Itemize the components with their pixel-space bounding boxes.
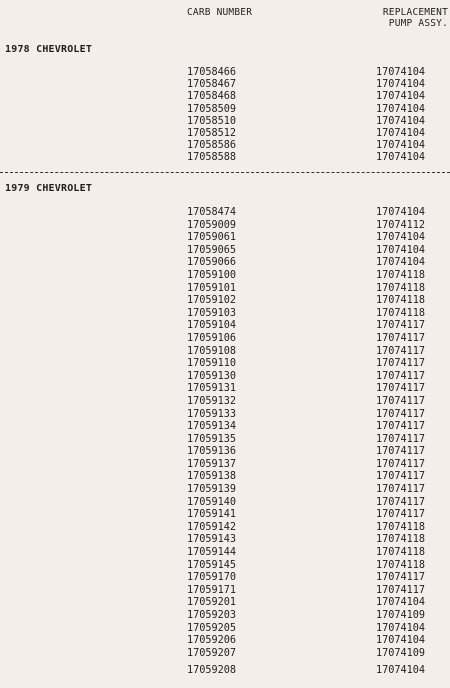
carb-number-cell: 17059131 [187,383,237,395]
table-row [0,116,450,128]
table-row [0,421,450,434]
carb-number-cell: 17059101 [187,282,237,294]
replacement-pump-cell: 17074109 [376,610,426,621]
table-row [0,560,450,573]
replacement-pump-cell: 17074117 [376,320,426,332]
carb-number-cell: 17059201 [187,597,237,609]
table-row [0,610,450,623]
replacement-pump-cell: 17074117 [376,370,426,382]
carb-number-cell: 17059144 [187,547,237,559]
carb-number-cell: 17059065 [187,244,237,256]
carb-number-cell: 17058509 [187,103,237,115]
carb-number-cell: 17058474 [187,207,237,218]
carb-number-cell: 17059102 [187,295,237,307]
replacement-pump-header-line1: REPLACEMENT [382,7,448,18]
replacement-pump-cell: 17074117 [376,471,426,483]
carb-number-cell: 17059207 [187,647,237,659]
replacement-pump-cell: 17074104 [376,115,426,127]
replacement-pump-cell: 17074117 [376,458,426,470]
carb-number-cell: 17059137 [187,458,237,470]
table-row [0,245,450,258]
table-row [0,471,450,484]
carb-number-cell: 17059133 [187,408,237,420]
table-row [0,665,450,678]
replacement-pump-cell: 17074104 [376,665,426,677]
replacement-pump-cell: 17074104 [376,140,426,152]
carb-number-cell: 17058467 [187,79,237,91]
replacement-pump-cell: 17074104 [376,67,426,78]
table-row [0,446,450,459]
replacement-pump-cell: 17074104 [376,207,426,218]
carb-number-cell: 17059108 [187,345,237,357]
table-row [0,346,450,359]
table-row [0,434,450,447]
table-row [0,295,450,308]
carb-number-cell: 17058586 [187,140,237,152]
replacement-pump-cell: 17074109 [376,647,426,659]
carb-number-cell: 17059103 [187,307,237,319]
rows-1979 [0,207,450,678]
replacement-pump-cell: 17074104 [376,79,426,91]
carb-number-cell: 17059061 [187,232,237,244]
carb-number-cell: 17058466 [187,67,237,78]
carb-number-cell: 17059135 [187,433,237,445]
replacement-pump-cell: 17074117 [376,408,426,420]
replacement-pump-cell: 17074104 [376,91,426,103]
table-row [0,623,450,636]
section-title-1978: 1978 CHEVROLET [5,44,93,55]
replacement-pump-cell: 17074104 [376,597,426,609]
carb-number-cell: 17059136 [187,446,237,458]
replacement-pump-cell: 17074118 [376,534,426,546]
carb-number-cell: 17059104 [187,320,237,332]
table-row [0,257,450,270]
replacement-pump-cell: 17074112 [376,219,426,231]
carb-number-cell: 17059139 [187,484,237,496]
replacement-pump-cell: 17074118 [376,559,426,571]
carb-number-cell: 17059208 [187,665,237,677]
carb-number-cell: 17059141 [187,509,237,521]
carb-number-cell: 17059170 [187,572,237,584]
table-row [0,283,450,296]
carb-number-cell: 17058512 [187,127,237,139]
replacement-pump-cell: 17074117 [376,484,426,496]
carb-number-cell: 17059130 [187,370,237,382]
rows-1978 [0,67,450,165]
table-row [0,522,450,535]
carb-number-cell: 17059142 [187,521,237,533]
replacement-pump-cell: 17074118 [376,282,426,294]
table-row [0,67,450,79]
replacement-pump-cell: 17074117 [376,395,426,407]
replacement-pump-cell: 17074117 [376,358,426,370]
table-row [0,648,450,661]
table-row [0,509,450,522]
table-row [0,396,450,409]
table-row [0,104,450,116]
carb-number-cell: 17059132 [187,395,237,407]
carb-number-cell: 17058588 [187,152,237,164]
carb-number-cell: 17059110 [187,358,237,370]
table-row [0,358,450,371]
table-row [0,91,450,103]
carb-number-cell: 17059134 [187,421,237,433]
carb-number-cell: 17058468 [187,91,237,103]
replacement-pump-cell: 17074117 [376,433,426,445]
table-row [0,547,450,560]
section-title-1979: 1979 CHEVROLET [5,183,93,194]
replacement-pump-header-line2: PUMP ASSY. [388,18,448,29]
table-row [0,585,450,598]
table-row [0,128,450,140]
table-row [0,333,450,346]
carb-number-cell: 17059205 [187,622,237,634]
replacement-pump-cell: 17074118 [376,521,426,533]
replacement-pump-cell: 17074104 [376,232,426,244]
replacement-pump-header [376,7,448,29]
table-row [0,572,450,585]
table-row [0,597,450,610]
table-row [0,497,450,510]
table-row [0,207,450,220]
table-row [0,140,450,152]
section-divider [0,172,450,173]
carb-number-cell: 17059009 [187,219,237,231]
carb-number-cell: 17059206 [187,635,237,647]
replacement-pump-cell: 17074117 [376,572,426,584]
carb-number-cell: 17059140 [187,496,237,508]
table-row [0,79,450,91]
carb-number-cell: 17059143 [187,534,237,546]
table-row [0,232,450,245]
carb-number-cell: 17059171 [187,584,237,596]
carb-number-cell: 17059203 [187,610,237,621]
replacement-pump-cell: 17074104 [376,152,426,164]
replacement-pump-cell: 17074104 [376,622,426,634]
carb-number-header: CARB NUMBER [187,7,253,18]
replacement-pump-cell: 17074117 [376,345,426,357]
table-row [0,383,450,396]
table-row [0,459,450,472]
replacement-pump-cell: 17074104 [376,244,426,256]
table-row [0,484,450,497]
replacement-pump-cell: 17074118 [376,269,426,281]
table-row [0,152,450,164]
table-row [0,320,450,333]
carb-number-cell: 17059106 [187,332,237,344]
table-row [0,534,450,547]
replacement-pump-cell: 17074118 [376,547,426,559]
carb-number-cell: 17059066 [187,257,237,269]
table-row [0,371,450,384]
replacement-pump-cell: 17074117 [376,383,426,395]
replacement-pump-cell: 17074117 [376,332,426,344]
table-row [0,635,450,648]
carb-number-cell: 17059100 [187,269,237,281]
table-row [0,220,450,233]
replacement-pump-cell: 17074117 [376,509,426,521]
replacement-pump-cell: 17074117 [376,421,426,433]
table-row [0,270,450,283]
replacement-pump-cell: 17074117 [376,584,426,596]
replacement-pump-cell: 17074118 [376,307,426,319]
replacement-pump-cell: 17074104 [376,127,426,139]
table-row [0,308,450,321]
carb-number-cell: 17059145 [187,559,237,571]
table-row [0,409,450,422]
replacement-pump-cell: 17074117 [376,496,426,508]
replacement-pump-cell: 17074104 [376,635,426,647]
carb-number-cell: 17058510 [187,115,237,127]
replacement-pump-cell: 17074117 [376,446,426,458]
replacement-pump-cell: 17074104 [376,103,426,115]
carb-number-cell: 17059138 [187,471,237,483]
replacement-pump-cell: 17074118 [376,295,426,307]
replacement-pump-cell: 17074104 [376,257,426,269]
